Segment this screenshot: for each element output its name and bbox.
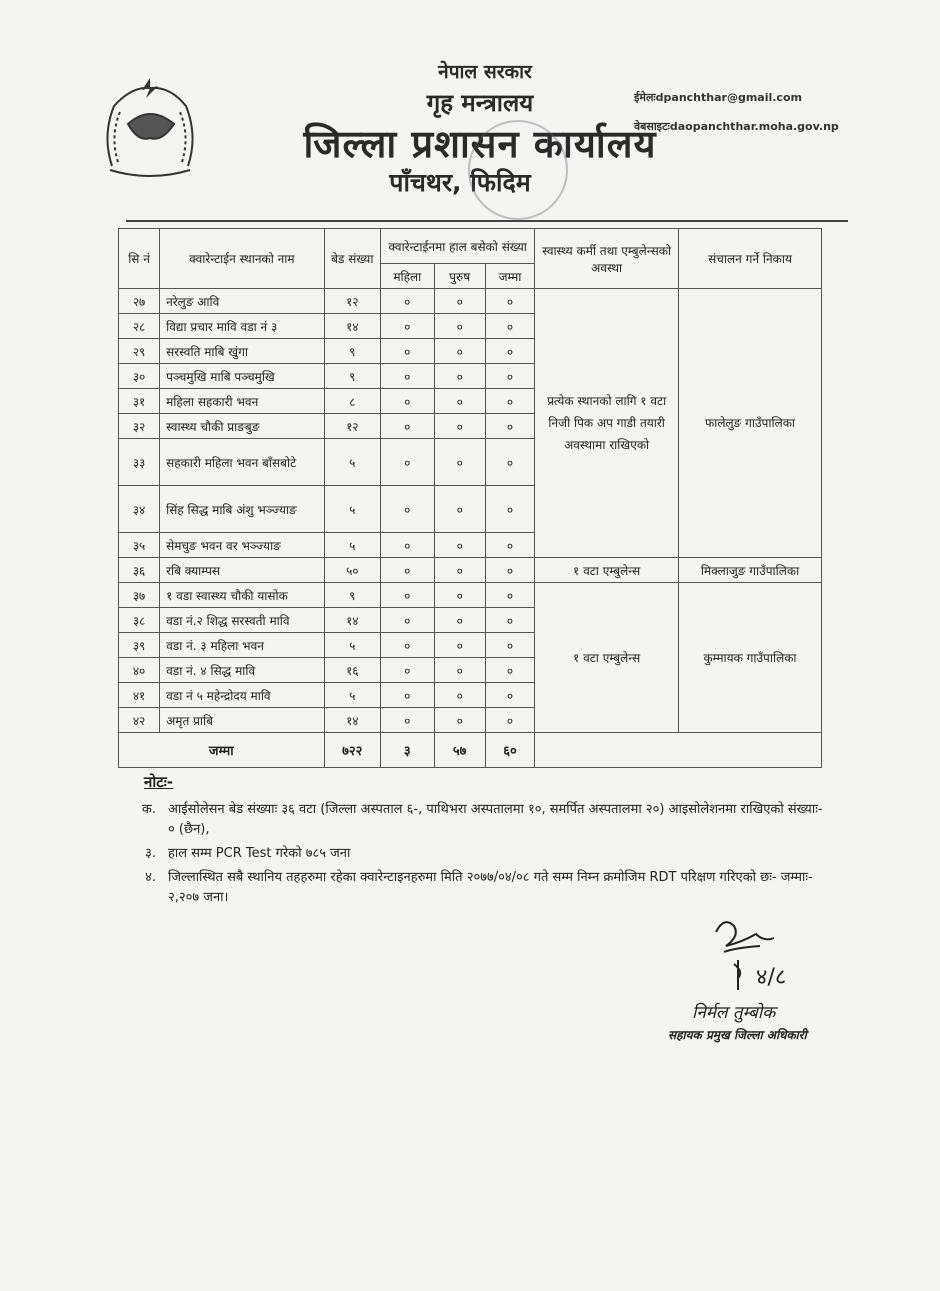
signatory-title: सहायक प्रमुख जिल्ला अधिकारी [668,1028,807,1042]
note-marker: ४. [145,870,156,885]
cell-female: ० [381,708,434,733]
cell-female: ० [381,339,434,364]
contact-info [634,90,839,148]
col-header-beds: बेड संख्या [324,229,381,289]
email-text: ईमेलःdpanchthar@gmail.com [634,91,802,104]
cell-name: विद्या प्रचार मावि वडा नं ३ [160,314,324,339]
signature-date: ४/८ [756,965,787,990]
cell-male: ० [434,583,485,608]
totals-row [119,733,822,768]
totals-blank [535,733,822,768]
cell-agency-group-1: फालेलुङ गाउँपालिका [679,289,822,558]
cell-sn: ३२ [119,414,160,439]
note-item [112,800,832,840]
col-header-status: स्वास्थ्य कर्मी तथा एम्बुलेन्सको अवस्था [535,229,679,289]
table-row [119,583,822,608]
cell-beds: १२ [324,289,381,314]
cell-beds: १४ [324,708,381,733]
cell-beds: १४ [324,314,381,339]
cell-name: सिंह सिद्ध माबि अंशु भञ्ज्याङ [160,486,324,533]
cell-sn: ३४ [119,486,160,533]
cell-agency-group-3: कुम्मायक गाउँपालिका [679,583,822,733]
cell-name: वडा नं. ३ महिला भवन [160,633,324,658]
cell-name: वडा नं ५ महेन्द्रोदय मावि [160,683,324,708]
cell-name: रबि क्याम्पस [160,558,324,583]
totals-female: ३ [381,733,434,768]
cell-female: ० [381,439,434,486]
cell-total: ० [485,364,534,389]
website-text: वेबसाइटःdaopanchthar.moha.gov.np [634,120,839,133]
cell-male: ० [434,486,485,533]
col-header-total: जम्मा [485,264,534,289]
note-text: जिल्लास्थित सबै स्थानिय तहहरुमा रहेका क्वारेन्टाइनहरुमा मिति २०७७/०४/०८ गते सम्म निम्न क्रमोजिम RDT परिक्षण गरिएको छः- जम्माः- २,२०७ जना। [168,870,813,905]
cell-male: ० [434,683,485,708]
cell-male: ० [434,658,485,683]
cell-female: ० [381,414,434,439]
cell-female: ० [381,608,434,633]
cell-sn: २९ [119,339,160,364]
cell-beds: ९ [324,583,381,608]
cell-male: ० [434,364,485,389]
ministry-title: गृह मन्त्रालय [426,89,534,117]
cell-beds: ५ [324,439,381,486]
cell-name: सहकारी महिला भवन बाँसबोटे [160,439,324,486]
cell-name: पञ्चमुखि माबि पञ्चमुखि [160,364,324,389]
note-item [112,844,832,864]
cell-male: ० [434,314,485,339]
cell-sn: ४१ [119,683,160,708]
cell-female: ० [381,389,434,414]
cell-sn: ३८ [119,608,160,633]
cell-beds: ८ [324,389,381,414]
cell-male: ० [434,439,485,486]
cell-male: ० [434,533,485,558]
cell-total: ० [485,583,534,608]
cell-total: ० [485,439,534,486]
cell-total: ० [485,683,534,708]
cell-sn: २७ [119,289,160,314]
cell-male: ० [434,633,485,658]
cell-sn: ३० [119,364,160,389]
cell-total: ० [485,633,534,658]
cell-male: ० [434,608,485,633]
cell-total: ० [485,486,534,533]
cell-total: ० [485,314,534,339]
cell-sn: ३७ [119,583,160,608]
cell-name: अमृत प्राबि [160,708,324,733]
cell-total: ० [485,658,534,683]
cell-female: ० [381,364,434,389]
quarantine-table [118,228,822,768]
cell-sn: ३१ [119,389,160,414]
cell-beds: १४ [324,608,381,633]
cell-sn: ३३ [119,439,160,486]
office-stamp [468,120,568,220]
cell-female: ० [381,558,434,583]
cell-beds: १६ [324,658,381,683]
cell-agency-group-2: मिक्लाजुङ गाउँपालिका [679,558,822,583]
cell-status-group-1: प्रत्येक स्थानको लागि १ वटा निजी पिक अप गाडी तयारी अवस्थामा राखिएको [535,289,679,558]
cell-sn: ४२ [119,708,160,733]
office-title: जिल्ला प्रशासन कार्यालय [303,122,657,166]
cell-status-group-2: १ वटा एम्बुलेन्स [535,558,679,583]
note-text: आईसोलेसन बेड संख्याः ३६ वटा (जिल्ला अस्पताल ६-, पाथिभरा अस्पतालमा १०, समर्पित अस्पतालमा २०) आइसोलेशनमा राखिएको संख्याः- ० (छैन), [168,802,823,837]
cell-name: नरेलुङ आवि [160,289,324,314]
cell-sn: ४० [119,658,160,683]
cell-sn: २८ [119,314,160,339]
cell-total: ० [485,533,534,558]
cell-male: ० [434,558,485,583]
col-header-name: क्वारेन्टाईन स्थानको नाम [160,229,324,289]
cell-male: ० [434,389,485,414]
cell-name: १ वडा स्वास्थ्य चौकी यासोक [160,583,324,608]
cell-total: ० [485,414,534,439]
cell-name: वडा नं. ४ सिद्ध मावि [160,658,324,683]
cell-total: ० [485,558,534,583]
note-marker: ३. [145,846,156,861]
note-marker: क. [141,802,156,817]
cell-sn: ३६ [119,558,160,583]
table-row [119,558,822,583]
cell-female: ० [381,658,434,683]
col-header-female: महिला [381,264,434,289]
cell-total: ० [485,708,534,733]
cell-beds: ५ [324,486,381,533]
note-item [112,868,832,908]
cell-total: ० [485,289,534,314]
col-header-current: क्वारेन्टाईनमा हाल बसेको संख्या [381,229,535,264]
header-rule [126,220,848,222]
cell-beds: ५ [324,633,381,658]
cell-male: ० [434,289,485,314]
cell-female: ० [381,486,434,533]
district-title: पाँचथर, फिदिम [389,168,531,197]
cell-total: ० [485,389,534,414]
cell-female: ० [381,289,434,314]
table-row [119,289,822,314]
note-text: हाल सम्म PCR Test गरेको ७८५ जना [168,846,351,861]
cell-female: ० [381,533,434,558]
cell-total: ० [485,339,534,364]
cell-name: स्वास्थ्य चौकी प्राङबुङ [160,414,324,439]
cell-name: सेमचुङ भवन वर भञ्ज्याङ [160,533,324,558]
col-header-sn: सि नं [119,229,160,289]
cell-female: ० [381,314,434,339]
cell-sn: ३५ [119,533,160,558]
totals-total: ६० [485,733,534,768]
cell-sn: ३९ [119,633,160,658]
totals-beds: ७२२ [324,733,381,768]
cell-beds: ५ [324,533,381,558]
cell-name: महिला सहकारी भवन [160,389,324,414]
cell-female: ० [381,583,434,608]
cell-status-group-3: १ वटा एम्बुलेन्स [535,583,679,733]
cell-beds: १२ [324,414,381,439]
totals-label: जम्मा [119,733,325,768]
cell-beds: ९ [324,364,381,389]
notes-title: नोटः- [144,773,174,791]
cell-female: ० [381,683,434,708]
cell-female: ० [381,633,434,658]
cell-beds: ९ [324,339,381,364]
notes-section [112,772,832,912]
cell-male: ० [434,708,485,733]
cell-total: ० [485,608,534,633]
col-header-male: पुरुष [434,264,485,289]
cell-name: वडा नं.२ शिद्ध सरस्वती मावि [160,608,324,633]
col-header-agency: संचालन गर्ने निकाय [679,229,822,289]
cell-beds: ५० [324,558,381,583]
cell-beds: ५ [324,683,381,708]
cell-name: सरस्वति माबि खुंगा [160,339,324,364]
cell-male: ० [434,339,485,364]
totals-male: ५७ [434,733,485,768]
signatory-name: निर्मल तुम्बोक [692,1003,776,1023]
government-title: नेपाल सरकार [438,61,532,83]
cell-male: ० [434,414,485,439]
